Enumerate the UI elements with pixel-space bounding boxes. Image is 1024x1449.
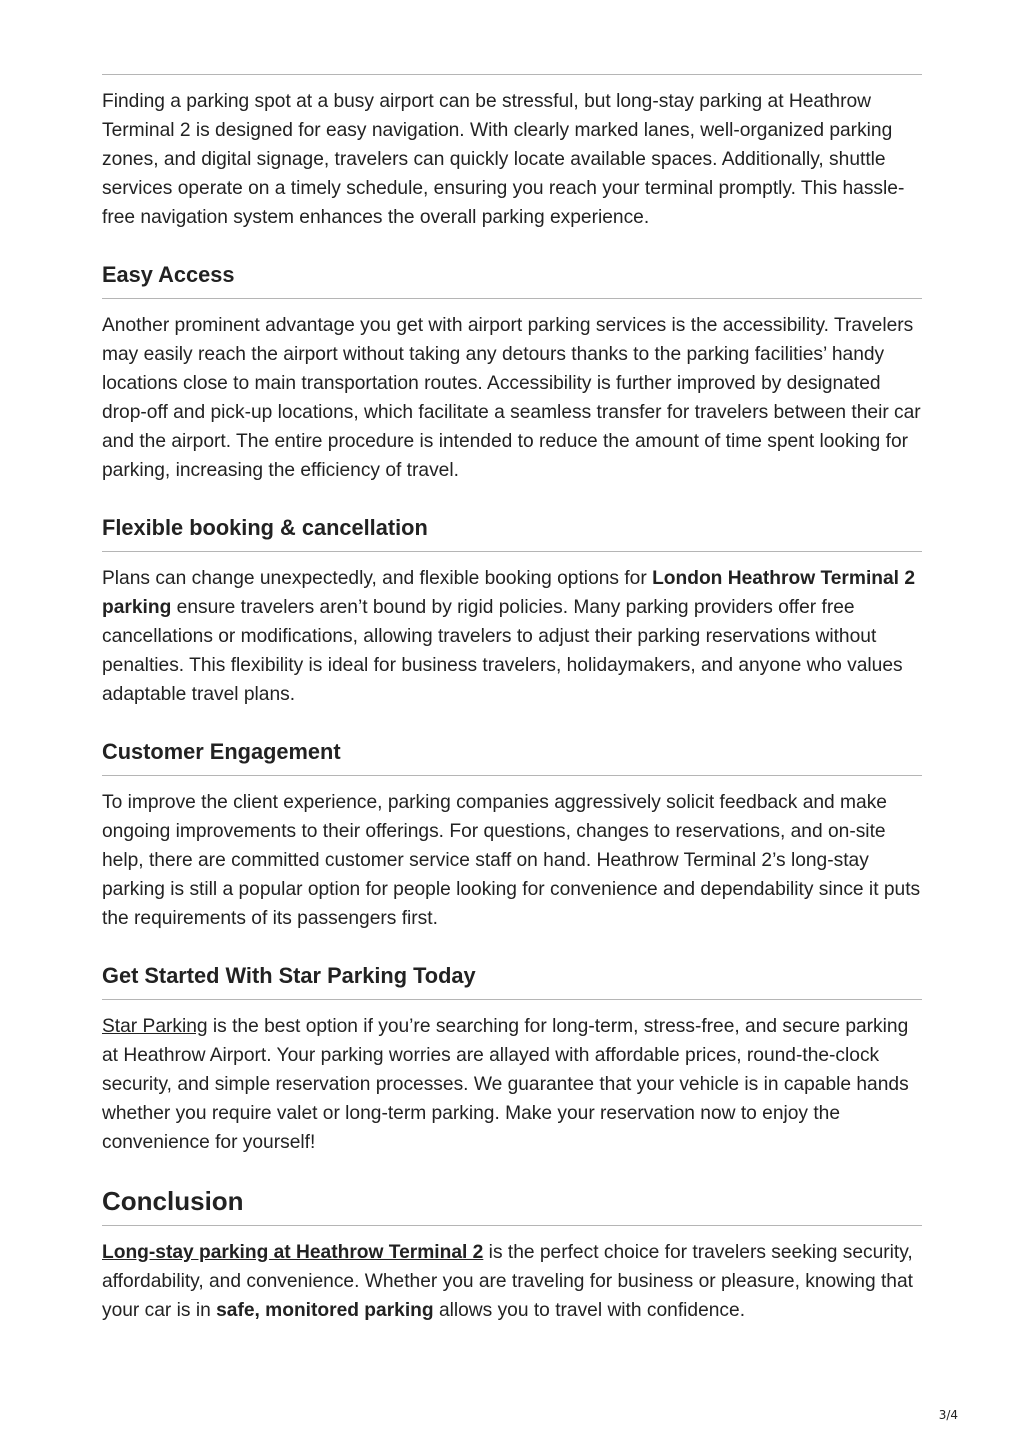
customer-engagement-paragraph: To improve the client experience, parking companies aggressively solicit feedback and make ongoing improvements to their offerings. For questions, changes to reservations, and on-site help, there are committed customer service staff on hand. Heathrow Terminal 2’s long-stay parking is still a popular option for people looking for convenience and dependability since it puts the requirements of its passengers first. [102,792,921,929]
conclusion-text-after: allows you to travel with confidence. [433,1300,746,1321]
conclusion-bold-keyword: safe, monitored parking [216,1300,434,1321]
conclusion-heading: Conclusion [102,1185,922,1226]
long-stay-parking-link[interactable]: Long-stay parking at Heathrow Terminal 2 [102,1242,484,1263]
get-started-text: is the best option if you’re searching for long-term, stress-free, and secure parking at Heathrow Airport. Your parking worries are allayed with affordable prices, round-the-clock security, and simple reservation processes. We guarantee that your vehicle is in capable hands whether you require valet or long-term parking. Make your reservation now to enjoy the convenience for yourself! [102,1016,909,1153]
customer-engagement-heading: Customer Engagement [102,738,922,776]
easy-access-heading: Easy Access [102,261,922,299]
intro-paragraph: Finding a parking spot at a busy airport can be stressful, but long-stay parking at Heathrow Terminal 2 is designed for easy navigation. With clearly marked lanes, well-organized parking zones, and digital signage, travelers can quickly locate available spaces. Additionally, shuttle services operate on a timely schedule, ensuring you reach your terminal promptly. This hassle-free navigation system enhances the overall parking experience. [102,91,905,228]
flexible-bold-keyword: London Heathrow Terminal 2 parking [102,568,916,618]
document-page [102,74,922,1325]
flexible-text-after: ensure travelers aren’t bound by rigid policies. Many parking providers offer free cancellations or modifications, allowing travelers to adjust their parking reservations without penalties. This flexibility is ideal for business travelers, holidaymakers, and anyone who values adaptable travel plans. [102,597,903,705]
conclusion-text-before: is the perfect choice for travelers seeking security, affordability, and convenience. Whether you are traveling for business or pleasure, knowing that your car is in [102,1242,913,1321]
section-divider [102,74,922,75]
flexible-booking-heading: Flexible booking & cancellation [102,514,922,552]
get-started-paragraph [102,1012,922,1157]
star-parking-link[interactable]: Star Parking [102,1016,208,1037]
get-started-heading: Get Started With Star Parking Today [102,962,922,1000]
page-number: 3/4 [938,1408,958,1422]
conclusion-paragraph [102,1238,922,1325]
easy-access-paragraph: Another prominent advantage you get with airport parking services is the accessibility. Travelers may easily reach the airport without taking any detours thanks to the parking facilities’ handy locations close to main transportation routes. Accessibility is further improved by designated drop-off and pick-up locations, which facilitate a seamless transfer for travelers between their car and the airport. The entire procedure is intended to reduce the amount of time spent looking for parking, increasing the efficiency of travel. [102,315,921,481]
flexible-text-before: Plans can change unexpectedly, and flexible booking options for [102,568,653,589]
flexible-booking-paragraph [102,564,922,709]
